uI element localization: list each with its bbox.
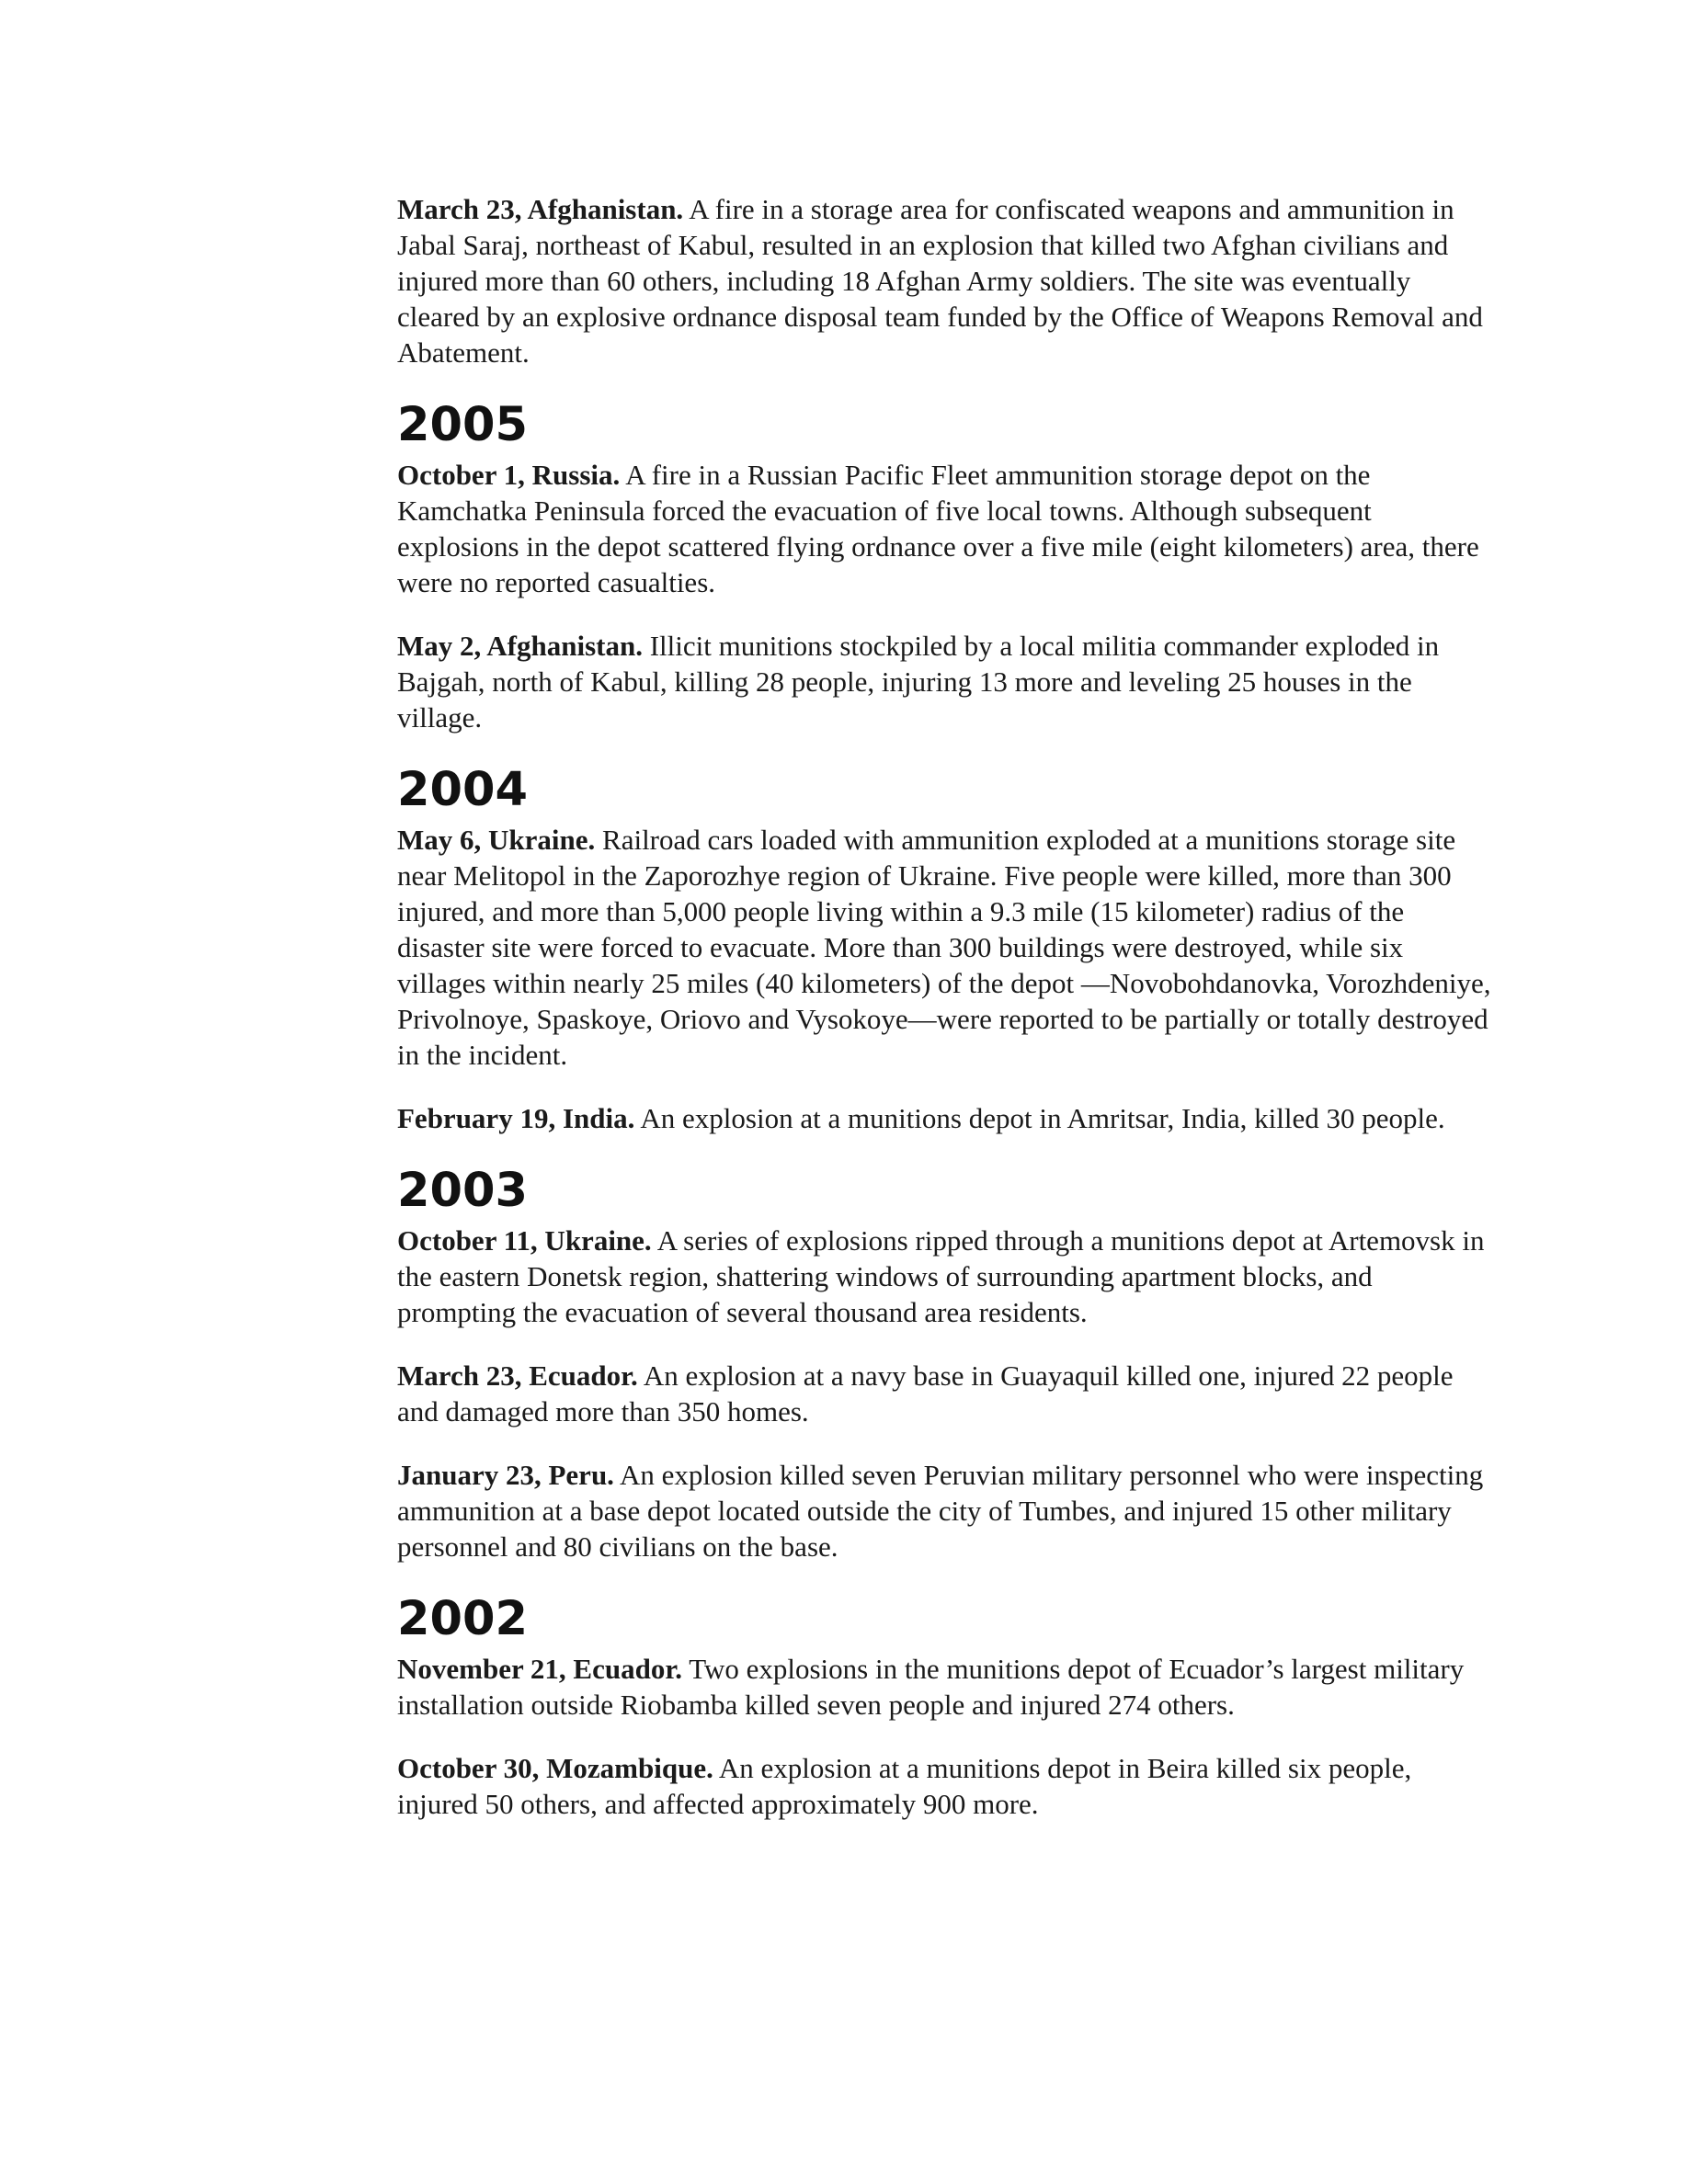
incident-entry bbox=[397, 1651, 1491, 1723]
entry-text: An explosion at a munitions depot in Amritsar, India, killed 30 people. bbox=[634, 1102, 1445, 1134]
year-heading: 2005 bbox=[397, 398, 528, 452]
entry-text: Two explosions in the munitions depot of Ecuador’s largest military installation outside Riobamba killed seven people and injured 274 others. bbox=[397, 1653, 1465, 1721]
entry-lead: May 2, Afghanistan. bbox=[397, 630, 643, 662]
incident-entry bbox=[397, 1100, 1491, 1136]
entry-text: An explosion at a munitions depot in Beira killed six people, injured 50 others, and affected approximately 900 more. bbox=[397, 1752, 1412, 1820]
year-heading: 2002 bbox=[397, 1592, 528, 1646]
year-heading: 2004 bbox=[397, 763, 528, 817]
entry-text: An explosion at a navy base in Guayaquil killed one, injured 22 people and damaged more than 350 homes. bbox=[397, 1359, 1454, 1428]
incident-entry bbox=[397, 1358, 1491, 1429]
incident-entry bbox=[397, 1457, 1491, 1564]
year-section-2002 bbox=[397, 1592, 1491, 1822]
incident-entry bbox=[397, 1750, 1491, 1822]
entry-text: A fire in a Russian Pacific Fleet ammunition storage depot on the Kamchatka Peninsula forced the evacuation of five local towns. Although subsequent explosions in the depot scattered flying ordnance over a five mile (eight kilometers) area, there were no reported casualties. bbox=[397, 459, 1479, 598]
year-section-2005 bbox=[397, 398, 1491, 735]
incident-entry bbox=[397, 628, 1491, 735]
entry-lead: January 23, Peru. bbox=[397, 1459, 614, 1491]
entry-lead: March 23, Afghanistan. bbox=[397, 193, 684, 225]
entry-lead: March 23, Ecuador. bbox=[397, 1359, 638, 1392]
document-page bbox=[397, 191, 1491, 1849]
incident-entry bbox=[397, 457, 1491, 600]
entry-lead: October 1, Russia. bbox=[397, 459, 621, 491]
entry-text: A fire in a storage area for confiscated weapons and ammunition in Jabal Saraj, northeast of Kabul, resulted in an explosion that killed two Afghan civilians and injured more than 60 others, including 18 Afghan Army soldiers. The site was eventually cleared by an explosive ordnance disposal team funded by the Office of Weapons Removal and Abatement. bbox=[397, 193, 1483, 369]
entry-lead: May 6, Ukraine. bbox=[397, 824, 596, 856]
entry-text: A series of explosions ripped through a munitions depot at Artemovsk in the eastern Donetsk region, shattering windows of surrounding apartment blocks, and prompting the evacuation of several thousand area residents. bbox=[397, 1224, 1485, 1328]
entry-text: Railroad cars loaded with ammunition exploded at a munitions storage site near Melitopol in the Zaporozhye region of Ukraine. Five people were killed, more than 300 injured, and more than 5,000 people living within a 9.3 mile (15 kilometer) radius of the disaster site were forced to evacuate. More than 300 buildings were destroyed, while six villages within nearly 25 miles (40 kilometers) of the depot —Novobohdanovka, Vorozhdeniye, Privolnoye, Spaskoye, Oriovo and Vysokoye—were reported to be partially or totally destroyed in the incident. bbox=[397, 824, 1491, 1071]
year-heading: 2003 bbox=[397, 1164, 528, 1218]
year-section-2004 bbox=[397, 763, 1491, 1136]
entry-lead: February 19, India. bbox=[397, 1102, 635, 1134]
entry-text: Illicit munitions stockpiled by a local militia commander exploded in Bajgah, north of Kabul, killing 28 people, injuring 13 more and leveling 25 houses in the village. bbox=[397, 630, 1440, 734]
incident-entry bbox=[397, 191, 1491, 370]
entry-lead: November 21, Ecuador. bbox=[397, 1653, 682, 1685]
entry-text: An explosion killed seven Peruvian military personnel who were inspecting ammunition at a base depot located outside the city of Tumbes, and injured 15 other military personnel and 80 civilians on the base. bbox=[397, 1459, 1484, 1563]
entry-lead: October 11, Ukraine. bbox=[397, 1224, 652, 1257]
year-section-2003 bbox=[397, 1164, 1491, 1564]
entry-lead: October 30, Mozambique. bbox=[397, 1752, 713, 1784]
incident-entry bbox=[397, 1223, 1491, 1330]
incident-entry bbox=[397, 822, 1491, 1073]
